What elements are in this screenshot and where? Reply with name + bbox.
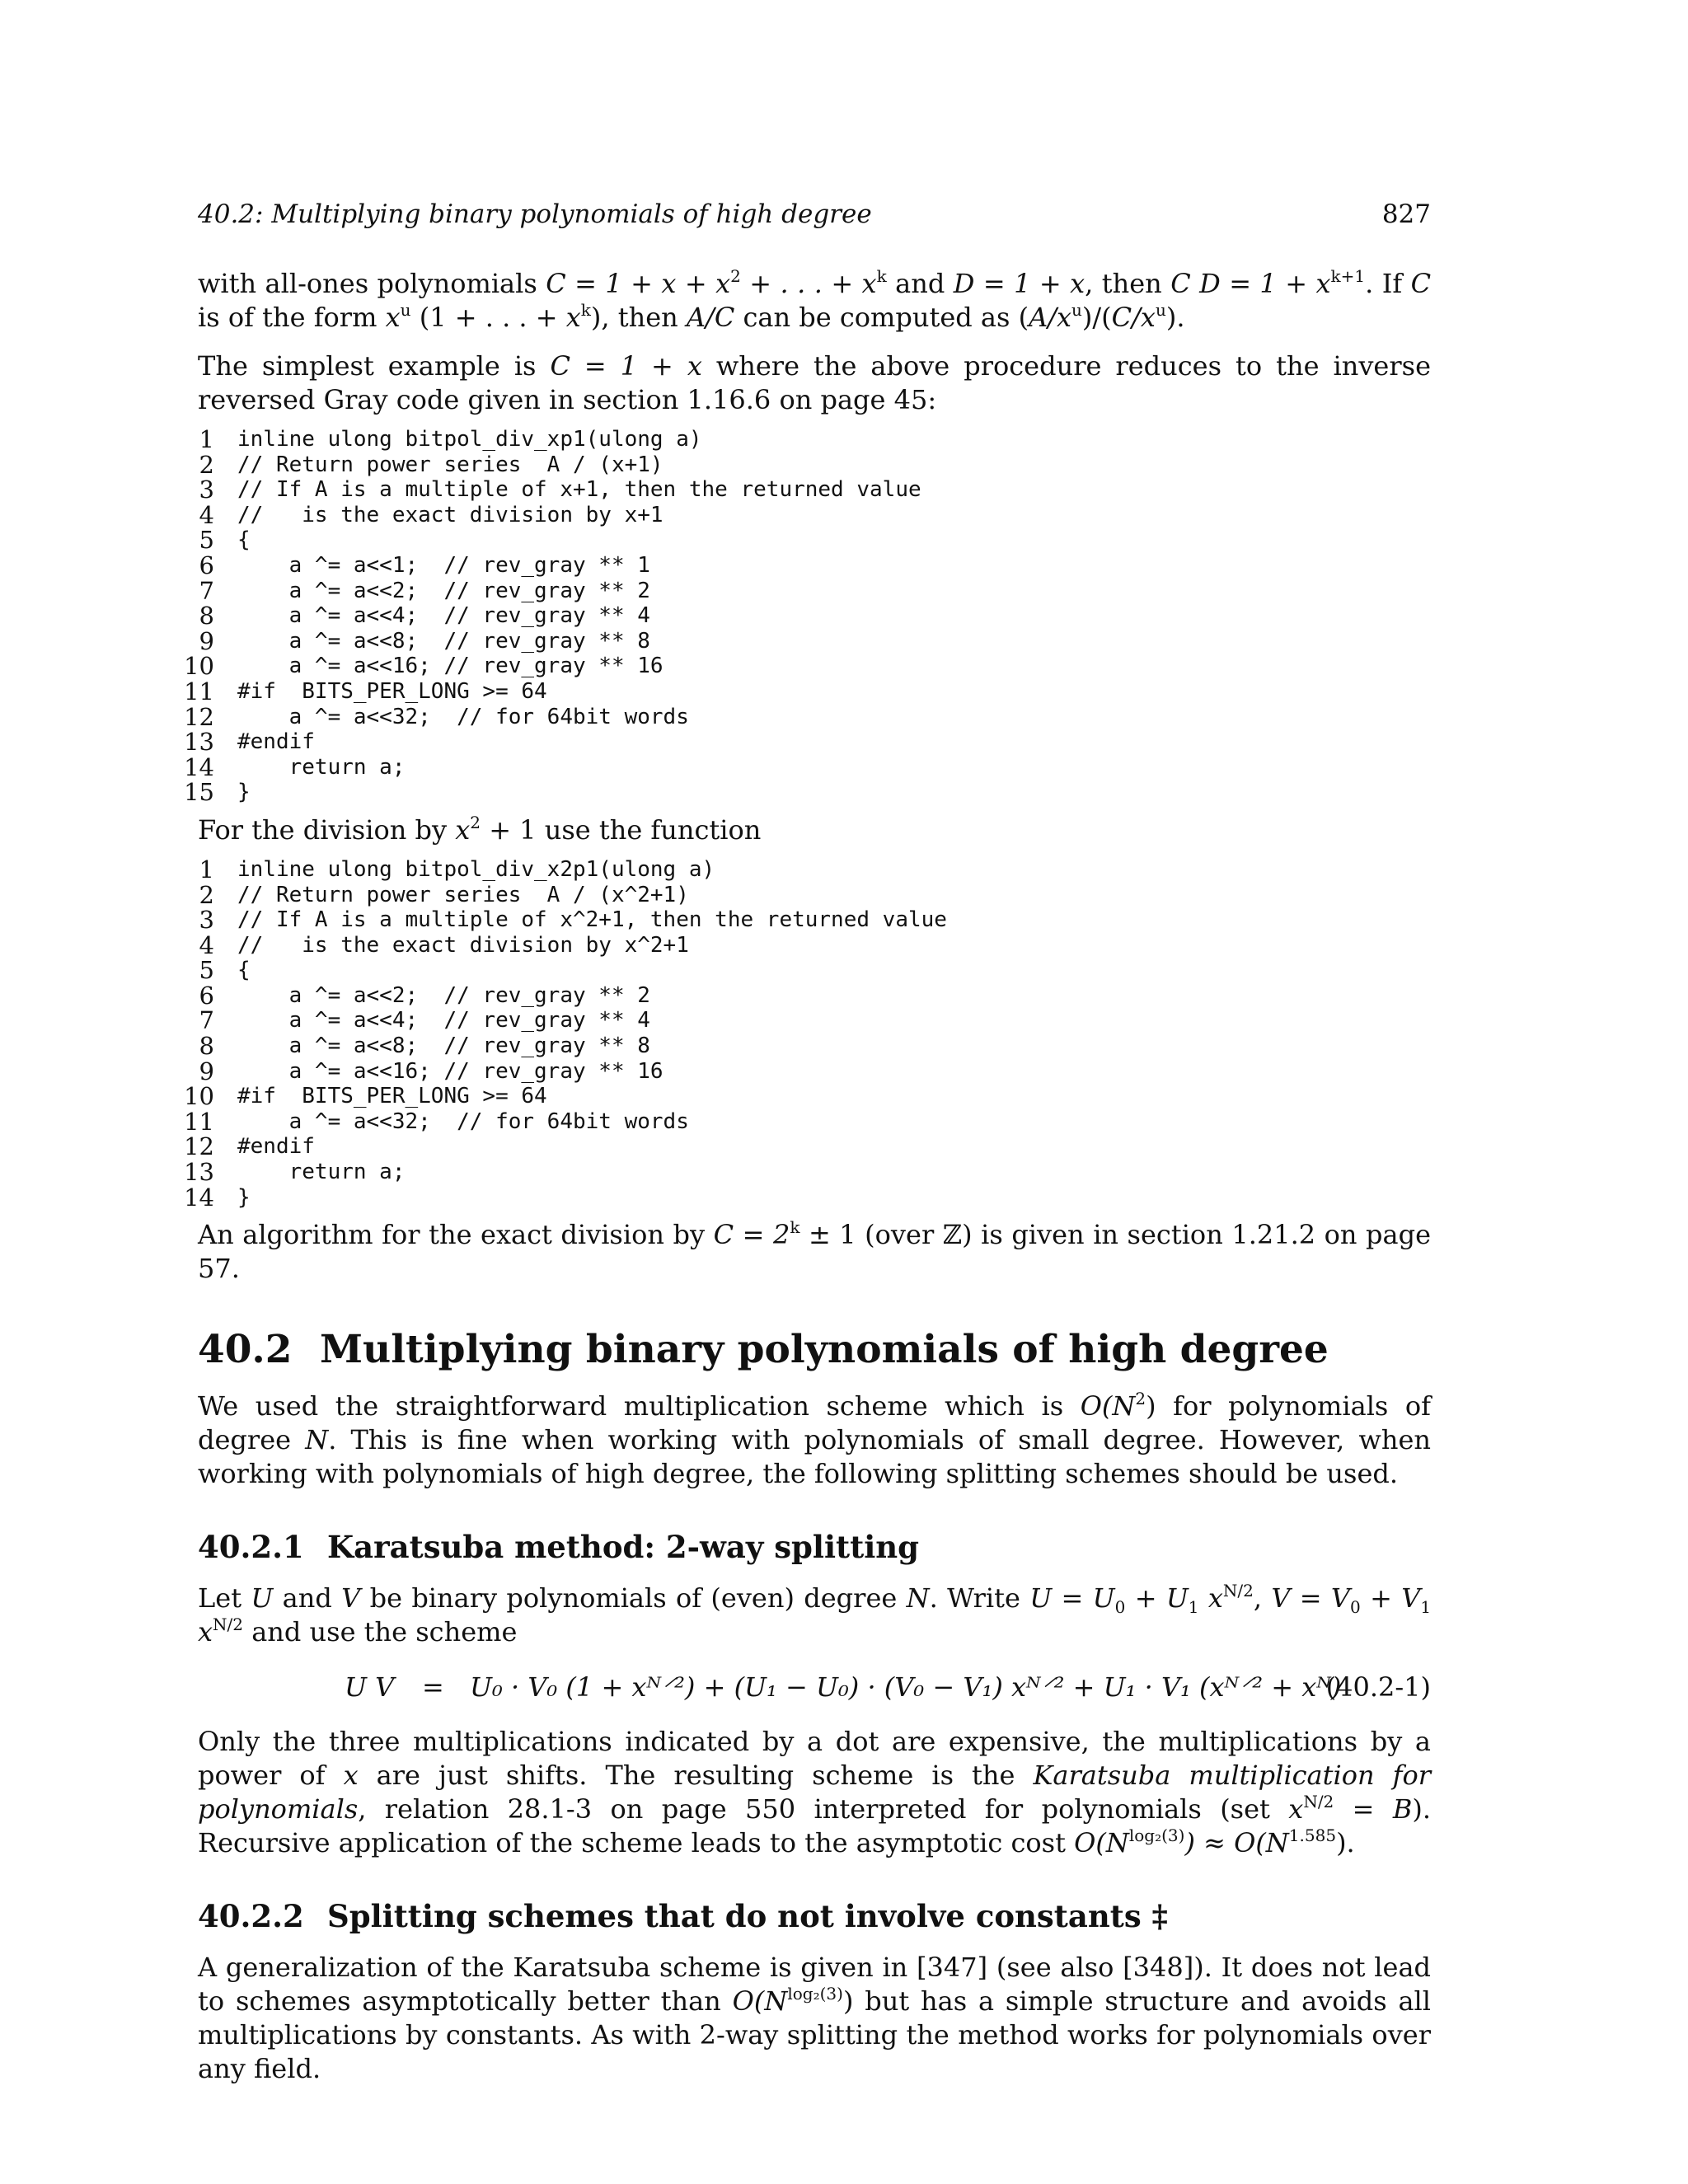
- code-text: a ^= a<<32; // for 64bit words: [237, 1108, 689, 1134]
- code-text: {: [237, 958, 251, 983]
- equation-rhs: U₀ · V₀ (1 + xᴺ⸍²) + (U₁ − U₀) · (V₀ − V₁) xᴺ⸍² + U₁ · V₁ (xᴺ⸍² + xᴺ): [470, 1671, 1342, 1704]
- code-line: [0, 1059, 1431, 1085]
- code-text: inline ulong bitpol_div_xp1(ulong a): [237, 427, 702, 452]
- line-number: 13: [184, 728, 214, 757]
- code-text: a ^= a<<2; // rev_gray ** 2: [237, 982, 650, 1008]
- code-line: [0, 780, 1431, 805]
- code-line: [0, 930, 1431, 959]
- code-line: [0, 1160, 1431, 1185]
- section-title: Multiplying binary polynomials of high degree: [320, 1327, 1329, 1373]
- code-text: a ^= a<<8; // rev_gray ** 8: [237, 1033, 650, 1059]
- subsection-title: Karatsuba method: 2-way splitting: [327, 1529, 920, 1566]
- line-number: 4: [199, 500, 214, 529]
- code-line: [0, 857, 1431, 883]
- code-line: [0, 679, 1431, 705]
- section-number: 40.2: [198, 1327, 293, 1373]
- code-line: [0, 1008, 1431, 1033]
- line-number: 7: [199, 576, 214, 605]
- code-line: [0, 1185, 1431, 1211]
- code-text: a ^= a<<8; // rev_gray ** 8: [237, 628, 650, 654]
- code-line: [0, 752, 1431, 781]
- line-number: 12: [184, 702, 214, 731]
- code-text: inline ulong bitpol_div_x2p1(ulong a): [237, 856, 715, 882]
- code-text: a ^= a<<16; // rev_gray ** 16: [237, 654, 663, 679]
- code-text: a ^= a<<2; // rev_gray ** 2: [237, 578, 650, 603]
- section-paragraph: We used the straightforward multiplication scheme which is $O(N^2)$ for polynomials of degree N. This is fine when working with polynomials of small degree. However, when working with polynomials of high degree, the following splitting schemes should be used.: [198, 1389, 1432, 1490]
- subsection-number: 40.2.1: [198, 1529, 304, 1566]
- code-text: a ^= a<<4; // rev_gray ** 4: [237, 1008, 650, 1033]
- line-number: 2: [199, 880, 214, 909]
- code-line: [0, 427, 1431, 452]
- karatsuba-paragraph-1: Let U and V be binary polynomials of (even) degree N. Write $U = U_0 + U_1$ $x^{N/2}$, $V = V_0 + V_1$ $x^{N/2}$ and use the scheme: [198, 1581, 1432, 1648]
- paragraph-exact-division: An algorithm for the exact division by $C = 2^k \pm 1$ (over ℤ) is given in section 1.21.2 on page 57.: [198, 1217, 1432, 1285]
- running-title: 40.2: Multiplying binary polynomials of high degree: [198, 199, 872, 229]
- line-number: 2: [199, 450, 214, 479]
- code-line: [0, 477, 1431, 503]
- code-line: [0, 1109, 1431, 1135]
- equation-lhs: U V: [345, 1671, 395, 1704]
- line-number: 7: [199, 1006, 214, 1035]
- page: [184, 198, 1432, 2086]
- line-number: 3: [199, 906, 214, 935]
- code-line: [0, 1033, 1431, 1059]
- line-number: 6: [199, 981, 214, 1010]
- line-number: 12: [184, 1132, 214, 1161]
- code-listing-div-xp1: [0, 427, 1431, 805]
- line-number: 8: [199, 1032, 214, 1061]
- subsection-number: 40.2.2: [198, 1898, 304, 1935]
- code-line: [0, 1084, 1431, 1109]
- line-number: 9: [199, 1057, 214, 1085]
- code-text: }: [237, 780, 251, 805]
- code-line: [0, 626, 1431, 655]
- code-text: // is the exact division by x^2+1: [237, 932, 689, 958]
- line-number: 1: [199, 855, 214, 883]
- code-line: [0, 958, 1431, 983]
- code-line: [0, 500, 1431, 529]
- splitting-paragraph: A generalization of the Karatsuba scheme is given in [347] (see also [348]). It does not lead to schemes asymptotically better than $O(N^{log_2(3)})$ but has a simple structure and avoids all multiplications by constants. As with 2-way splitting the method works for polynomials over any field.: [198, 1952, 1432, 2085]
- code-line: [0, 654, 1431, 679]
- line-number: 11: [184, 677, 214, 705]
- code-text: }: [237, 1184, 251, 1210]
- code-line: [0, 729, 1431, 755]
- line-number: 5: [199, 526, 214, 555]
- line-number: 10: [184, 1082, 214, 1111]
- running-header: [198, 198, 1431, 236]
- code-text: // If A is a multiple of x^2+1, then the returned value: [237, 907, 947, 933]
- code-text: a ^= a<<32; // for 64bit words: [237, 704, 689, 729]
- line-number: 15: [184, 778, 214, 807]
- line-number: 13: [184, 1158, 214, 1187]
- line-number: 11: [184, 1107, 214, 1136]
- section-heading: [198, 1325, 1431, 1375]
- code-text: a ^= a<<16; // rev_gray ** 16: [237, 1058, 663, 1084]
- code-listing-div-x2p1: [0, 857, 1431, 1210]
- intro-paragraph-2: The simplest example is C = 1 + x where the above procedure reduces to the inverse reversed Gray code given in section 1.16.6 on page 45:: [198, 350, 1431, 415]
- code-text: // is the exact division by x+1: [237, 502, 663, 527]
- line-number: 8: [199, 602, 214, 630]
- subsection-heading-splitting: [198, 1896, 1431, 1936]
- equation-relation: =: [422, 1671, 444, 1704]
- line-number: 3: [199, 476, 214, 504]
- equation-40-2-1: [198, 1667, 1431, 1708]
- code-line: [0, 603, 1431, 629]
- karatsuba-paragraph-2: Only the three multiplications indicated by a dot are expensive, the multiplications by a power of x are just shifts. The resulting scheme is the Karatsuba multiplication for polynomials, relation 28.1-3 on page 550 interpreted for polynomials (set $x^{N/2} = B$). Recursive application of the scheme leads to the asymptotic cost $O(N^{log_2(3)}) \approx O(N^{1.585})$.: [198, 1726, 1432, 1859]
- code-text: a ^= a<<1; // rev_gray ** 1: [237, 552, 650, 578]
- code-line: [0, 576, 1431, 605]
- line-number: 6: [199, 551, 214, 579]
- code-text: // Return power series A / (x+1): [237, 452, 663, 477]
- subsection-heading-karatsuba: [198, 1527, 1431, 1567]
- code-text: #endif: [237, 729, 315, 755]
- line-number: 4: [199, 930, 214, 959]
- intro-paragraph-1: with all-ones polynomials $C = 1 + x + x^2$ + . . . + $x^k$ and D = 1 + x, then C $D = 1 + x^{k+1}$. If C is of the form $x^u$ (1 + . . . + $x^k$), then A/C can be computed as $(A/x^u)/(C/x^u)$.: [198, 266, 1432, 333]
- code-text: #if BITS_PER_LONG >= 64: [237, 1084, 547, 1109]
- code-text: #endif: [237, 1134, 315, 1160]
- code-line: [0, 983, 1431, 1009]
- code-text: // If A is a multiple of x+1, then the returned value: [237, 477, 921, 503]
- line-number: 9: [199, 626, 214, 655]
- code-text: // Return power series A / (x^2+1): [237, 882, 689, 907]
- line-number: 10: [184, 652, 214, 681]
- code-line: [0, 553, 1431, 579]
- line-number: 5: [199, 956, 214, 985]
- code-text: {: [237, 527, 251, 553]
- code-text: a ^= a<<4; // rev_gray ** 4: [237, 603, 650, 629]
- subsection-title: Splitting schemes that do not involve constants ‡: [327, 1898, 1168, 1935]
- line-number: 14: [184, 1183, 214, 1212]
- equation-number: (40.2-1): [1325, 1671, 1431, 1704]
- line-number: 14: [184, 752, 214, 781]
- line-number: 1: [199, 425, 214, 453]
- code-text: return a;: [237, 1160, 406, 1185]
- code-text: #if BITS_PER_LONG >= 64: [237, 678, 547, 704]
- code-line: [0, 452, 1431, 478]
- paragraph-division-x2p1: For the division by $x^2 + 1$ use the function: [198, 812, 762, 846]
- code-text: return a;: [237, 754, 406, 780]
- page-number: 827: [1381, 199, 1431, 229]
- code-line: [0, 880, 1431, 909]
- code-line: [0, 702, 1431, 731]
- code-line: [0, 907, 1431, 933]
- code-line: [0, 527, 1431, 553]
- code-line: [0, 1134, 1431, 1160]
